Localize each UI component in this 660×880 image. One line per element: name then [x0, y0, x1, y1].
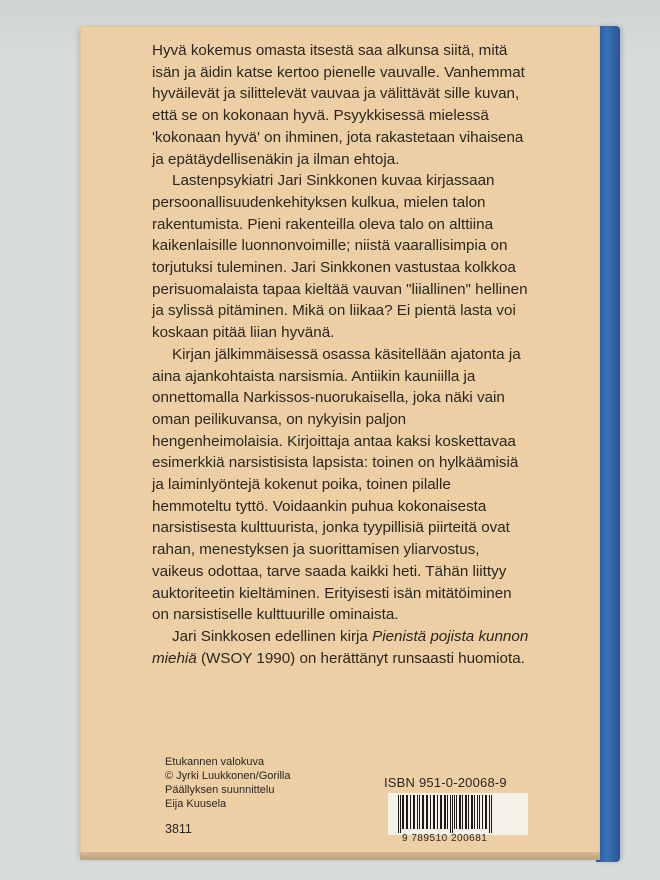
barcode-bar — [450, 795, 451, 833]
barcode-bar — [489, 795, 490, 833]
barcode-bar — [454, 795, 455, 829]
barcode-bar — [440, 795, 442, 829]
barcode-bar — [459, 795, 461, 829]
barcode-digits: 9 789510 200681 — [402, 833, 488, 844]
previous-book-title: Pienistä pojista kunnon miehiä — [152, 627, 529, 667]
barcode-bar — [468, 795, 469, 829]
barcode — [388, 793, 528, 835]
barcode-bar — [430, 795, 431, 829]
barcode-bar — [491, 795, 492, 833]
previous-book-intro: Jari Sinkkosen edellinen kirja — [172, 627, 373, 645]
barcode-bar — [471, 795, 473, 829]
barcode-bar — [419, 795, 420, 829]
barcode-bar — [485, 795, 487, 829]
barcode-bar — [437, 795, 438, 829]
isbn-label: ISBN 951-0-20068-9 — [384, 775, 507, 790]
barcode-bar — [433, 795, 435, 829]
barcode-bar — [456, 795, 457, 829]
barcode-bar — [406, 795, 408, 829]
barcode-bar — [398, 795, 399, 833]
barcode-bar — [474, 795, 475, 829]
barcode-bars — [394, 795, 522, 835]
barcode-bar — [410, 795, 411, 829]
barcode-bar — [477, 795, 478, 829]
barcode-bar — [465, 795, 467, 829]
barcode-bar — [413, 795, 415, 829]
cover-credits — [165, 755, 291, 811]
barcode-bar — [479, 795, 480, 829]
blurb-paragraph-1: Hyvä kokemus omasta itsestä saa alkunsa siitä, mitä isän ja äidin katse kertoo pienelle vauvalle. Vanhemmat hyväilevät ja silittelevät vauvaa ja välittävät sille kuvan, että se on kokonaan hyvä. Psyykkisessä mielessä 'kokonaan hyvä' on ihminen, jota rakastetaan vihaisena ja epätäydellisenäkin ja ilman ehtoja. — [152, 42, 525, 168]
barcode-bar — [462, 795, 463, 829]
credit-photo-label: Etukannen valokuva — [165, 756, 265, 768]
barcode-bar — [452, 795, 453, 833]
barcode-bar — [402, 795, 404, 829]
credit-design-label: Päällyksen suunnittelu — [165, 784, 275, 796]
barcode-bar — [444, 795, 446, 829]
barcode-bar — [422, 795, 424, 829]
blurb-paragraph-3: Kirjan jälkimmäisessä osassa käsitellään ajatonta ja aina ajankohtaista narsismia. Antiikin kauniilla ja onnettomalla Narkissos-nuorukaisella, joka näki vain oman peilikuvansa, on nykyisin paljon hengenheimolaisia. Kirjoittaja antaa kaksi koskettavaa esimerkkiä narsistisista lapsista: toinen on hylkäämisiä ja laiminlyöntejä kokenut poika, toinen pilalle hemmoteltu tyttö. Voidaankin puhua kokonaisesta narsistisesta kulttuurista, jonka tyypillisiä piirteitä ovat rahan, menestyksen ja suorittamisen yliarvostus, vaikeus odottaa, tarve saada kaikki heti. Tähän liittyy auktoriteetin kieltäminen. Erityisesti isän mitätöiminen on narsistiselle kulttuurille ominaista. — [152, 345, 521, 624]
blurb-paragraph-4 — [152, 626, 530, 669]
blurb-text — [152, 40, 530, 669]
product-code: 3811 — [165, 822, 192, 836]
blurb-paragraph-2: Lastenpsykiatri Jari Sinkkonen kuvaa kirjassaan persoonallisuudenkehityksen kulkua, mielen talon rakentumista. Pieni rakenteilla oleva talo on alttiina kaikenlaisille luonnonvoimille; niistä vaarallisimpia on torjutuksi tuleminen. Jari Sinkkonen vastustaa kolkkoa perisuomalaista tapaa kieltää vauvan "liiallinen" hellinen ja sylissä pitäminen. Mikä on liikaa? Ei pientä lasta voi koskaan pitää liian hyvänä. — [152, 172, 528, 342]
credit-designer: Eija Kuusela — [165, 798, 227, 810]
previous-book-outro: (WSOY 1990) on herättänyt runsaasti huomiota. — [196, 649, 525, 667]
barcode-bar — [417, 795, 418, 829]
barcode-bar — [482, 795, 483, 829]
barcode-bar — [447, 795, 448, 829]
barcode-bar — [426, 795, 428, 829]
cover-bottom-edge — [80, 852, 600, 860]
credit-photographer: © Jyrki Luukkonen/Gorilla — [165, 770, 291, 782]
barcode-bar — [400, 795, 401, 833]
